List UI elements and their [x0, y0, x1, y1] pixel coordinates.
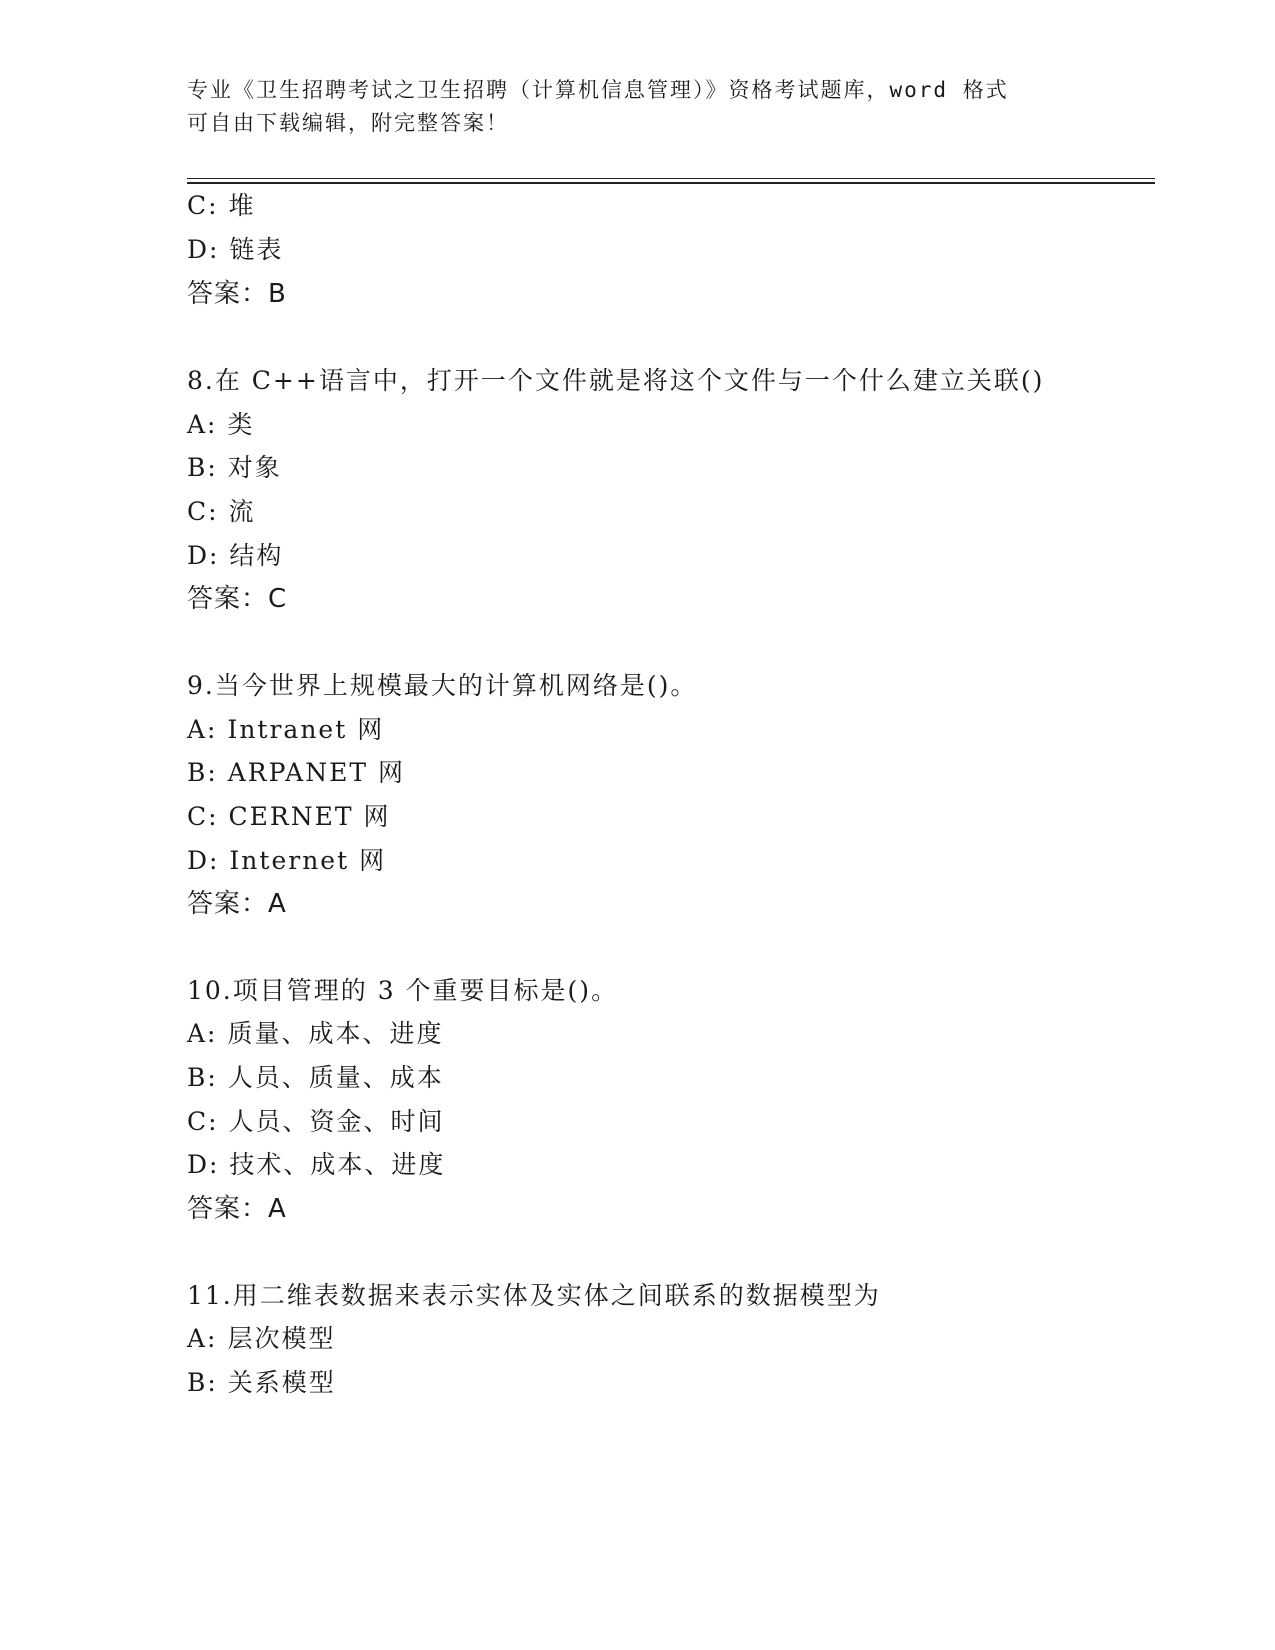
- question-8-option-c: C: 流: [187, 497, 256, 526]
- header-title-line-1: 专业《卫生招聘考试之卫生招聘（计算机信息管理）》资格考试题库，word 格式: [187, 78, 1009, 102]
- header-divider-thick: [187, 182, 1155, 184]
- question-8-stem: 8.在 C++语言中，打开一个文件就是将这个文件与一个什么建立关联(): [187, 366, 1045, 395]
- question-8-option-b: B: 对象: [187, 453, 282, 482]
- answer-prev: 答案：B: [187, 279, 287, 309]
- question-10-option-a: A: 质量、成本、进度: [187, 1019, 444, 1048]
- question-10-option-d: D: 技术、成本、进度: [187, 1150, 446, 1179]
- question-9-option-b: B: ARPANET 网: [187, 758, 405, 787]
- question-8-answer: 答案：C: [187, 584, 288, 614]
- question-9-option-c: C: CERNET 网: [187, 802, 391, 831]
- header-title-line-2: 可自由下载编辑，附完整答案！: [187, 111, 509, 135]
- question-11-option-b: B: 关系模型: [187, 1368, 336, 1397]
- question-10-answer: 答案：A: [187, 1194, 287, 1224]
- question-9-option-d: D: Internet 网: [187, 846, 387, 875]
- question-9-answer: 答案：A: [187, 889, 287, 919]
- header-divider-thin: [187, 178, 1155, 179]
- question-11-stem: 11.用二维表数据来表示实体及实体之间联系的数据模型为: [187, 1281, 881, 1310]
- option-c-prev: C: 堆: [187, 191, 256, 220]
- question-9-option-a: A: Intranet 网: [187, 715, 385, 744]
- option-d-prev: D: 链表: [187, 235, 284, 264]
- question-9-stem: 9.当今世界上规模最大的计算机网络是()。: [187, 671, 698, 700]
- question-10-stem: 10.项目管理的 3 个重要目标是()。: [187, 976, 619, 1005]
- question-11-option-a: A: 层次模型: [187, 1324, 336, 1353]
- question-8-option-d: D: 结构: [187, 541, 284, 570]
- question-10-option-b: B: 人员、质量、成本: [187, 1063, 444, 1092]
- document-header: [187, 74, 1087, 140]
- question-8-option-a: A: 类: [187, 410, 255, 439]
- question-10-option-c: C: 人员、资金、时间: [187, 1107, 445, 1136]
